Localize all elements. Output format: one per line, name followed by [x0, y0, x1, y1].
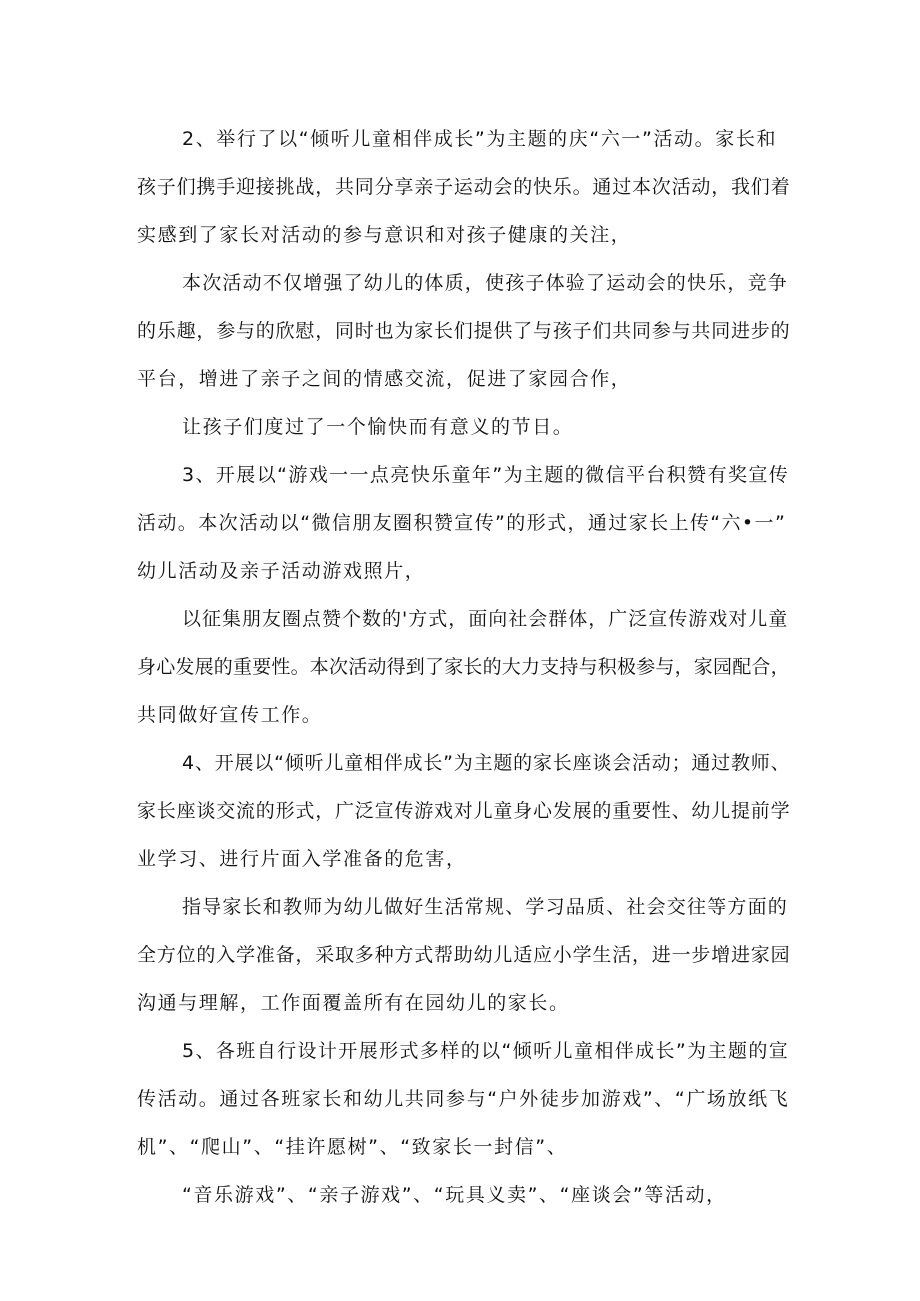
- paragraph-4-line-3: 业学习、进行片面入学准备的危害，: [137, 848, 467, 870]
- paragraph-3b-line-3: 共同做好宣传工作。: [137, 704, 323, 726]
- paragraph-4b-line-1: 指导家长和教师为幼儿做好生活常规、学习品质、社会交往等方面的: [182, 896, 789, 918]
- paragraph-2-line-1: 2、举行了以“倾听儿童相伴成长”为主题的庆“六一”活动。家长和: [182, 128, 778, 150]
- paragraph-4b-line-3: 沟通与理解，工作面覆盖所有在园幼儿的家长。: [137, 992, 570, 1014]
- paragraph-2b-line-3: 平台，增进了亲子之间的情感交流，促进了家园合作，: [137, 368, 632, 390]
- paragraph-3-line-2: 活动。本次活动以“微信朋友圈积赞宣传”的形式，通过家长上传“六•一”: [137, 512, 787, 534]
- paragraph-5-line-2: 传活动。通过各班家长和幼儿共同参与“户外徒步加游戏”、“广场放纸飞: [137, 1088, 790, 1110]
- paragraph-4-line-1: 4、开展以“倾听儿童相伴成长”为主题的家长座谈会活动；通过教师、: [182, 752, 791, 774]
- paragraph-2b-line-2: 的乐趣，参与的欣慰，同时也为家长们提供了与孩子们共同参与共同进步的: [137, 320, 791, 342]
- paragraph-5-line-3: 机”、“爬山”、“挂许愿树”、“致家长一封信”、: [137, 1136, 568, 1158]
- paragraph-2c-line-1: 让孩子们度过了一个愉快而有意义的节日。: [182, 416, 574, 438]
- paragraph-5-line-1: 5、各班自行设计开展形式多样的以“倾听儿童相伴成长”为主题的宣: [182, 1040, 790, 1062]
- paragraph-5b-line-1: “音乐游戏”、“亲子游戏”、“玩具义卖”、“座谈会”等活动，: [182, 1184, 727, 1206]
- paragraph-2-line-2: 孩子们携手迎接挑战，共同分享亲子运动会的快乐。通过本次活动，我们着: [137, 176, 791, 198]
- paragraph-3b-line-1: 以征集朋友圈点赞个数的'方式，面向社会群体，广泛宣传游戏对儿童: [182, 608, 789, 630]
- paragraph-2-line-3: 实感到了家长对活动的参与意识和对孩子健康的关注，: [137, 224, 632, 246]
- paragraph-3-line-1: 3、开展以“游戏一一点亮快乐童年”为主题的微信平台积赞有奖宣传: [182, 464, 790, 486]
- paragraph-3b-line-2: 身心发展的重要性。本次活动得到了家长的大力支持与积极参与，家园配合，: [137, 656, 790, 678]
- paragraph-2b-line-1: 本次活动不仅增强了幼儿的体质，使孩子体验了运动会的快乐，竞争: [182, 272, 789, 294]
- paragraph-3-line-3: 幼儿活动及亲子活动游戏照片，: [137, 560, 426, 582]
- paragraph-4-line-2: 家长座谈交流的形式，广泛宣传游戏对儿童身心发展的重要性、幼儿提前学: [137, 800, 791, 822]
- paragraph-4b-line-2: 全方位的入学准备，采取多种方式帮助幼儿适应小学生活，进一步增进家园: [137, 944, 791, 966]
